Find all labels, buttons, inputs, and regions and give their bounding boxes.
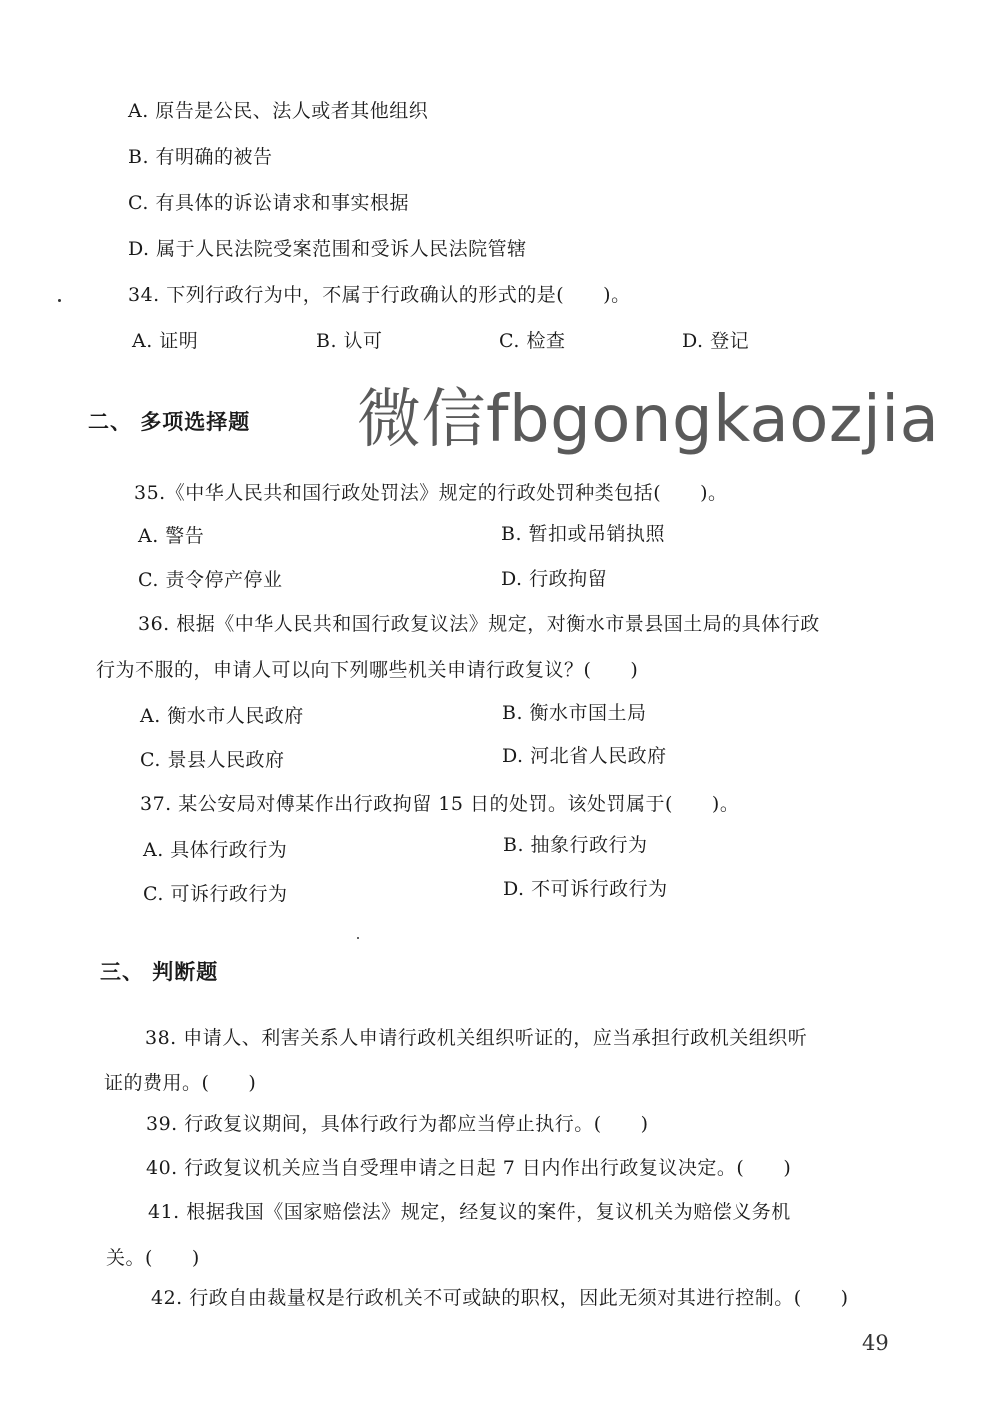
q36-option-d: D. 河北省人民政府	[502, 745, 667, 767]
q33-option-d: D. 属于人民法院受案范围和受诉人民法院管辖	[128, 238, 527, 260]
q37-stem: 37. 某公安局对傅某作出行政拘留 15 日的处罚。该处罚属于( )。	[140, 793, 740, 815]
section-multiple-choice-title: 二、 多项选择题	[88, 410, 251, 434]
q34-option-d: D. 登记	[682, 330, 750, 352]
q37-option-d: D. 不可诉行政行为	[503, 878, 668, 900]
q34-stem: 34. 下列行政行为中，不属于行政确认的形式的是( )。	[128, 284, 631, 306]
q33-option-c: C. 有具体的诉讼请求和事实根据	[128, 192, 409, 214]
q38-line1: 38. 申请人、利害关系人申请行政机关组织听证的，应当承担行政机关组织听	[145, 1027, 808, 1049]
q35-stem: 35.《中华人民共和国行政处罚法》规定的行政处罚种类包括( )。	[134, 482, 728, 504]
q36-option-c: C. 景县人民政府	[140, 749, 285, 771]
page-number: 49	[862, 1331, 889, 1355]
q37-option-b: B. 抽象行政行为	[503, 834, 648, 856]
q33-option-b: B. 有明确的被告	[128, 146, 273, 168]
q33-option-a: A. 原告是公民、法人或者其他组织	[128, 100, 429, 122]
q41-line2: 关。( )	[106, 1247, 200, 1269]
q35-option-a: A. 警告	[138, 525, 205, 547]
q34-option-b: B. 认可	[316, 330, 383, 352]
q35-option-d: D. 行政拘留	[501, 568, 608, 590]
q41-line1: 41. 根据我国《国家赔偿法》规定，经复议的案件，复议机关为赔偿义务机	[148, 1201, 791, 1223]
q38-line2: 证的费用。( )	[104, 1072, 257, 1094]
q36-stem-line2: 行为不服的，申请人可以向下列哪些机关申请行政复议？( )	[96, 659, 639, 681]
watermark: 微信fbgongkaozjia	[357, 383, 940, 457]
q35-option-b: B. 暂扣或吊销执照	[501, 523, 666, 545]
scan-speck	[58, 299, 61, 302]
q36-option-b: B. 衡水市国土局	[502, 702, 647, 724]
q34-option-c: C. 检查	[499, 330, 566, 352]
q35-option-c: C. 责令停产停业	[138, 569, 283, 591]
scan-speck	[357, 937, 359, 939]
q40: 40. 行政复议机关应当自受理申请之日起 7 日内作出行政复议决定。( )	[146, 1157, 792, 1179]
q36-option-a: A. 衡水市人民政府	[140, 705, 304, 727]
q37-option-c: C. 可诉行政行为	[143, 883, 288, 905]
q39: 39. 行政复议期间，具体行政行为都应当停止执行。( )	[146, 1113, 649, 1135]
q36-stem-line1: 36. 根据《中华人民共和国行政复议法》规定，对衡水市景县国土局的具体行政	[138, 613, 820, 635]
q37-option-a: A. 具体行政行为	[143, 839, 288, 861]
q34-option-a: A. 证明	[132, 330, 199, 352]
q42: 42. 行政自由裁量权是行政机关不可或缺的职权，因此无须对其进行控制。( )	[151, 1287, 849, 1309]
section-judgement-title: 三、 判断题	[100, 960, 219, 984]
